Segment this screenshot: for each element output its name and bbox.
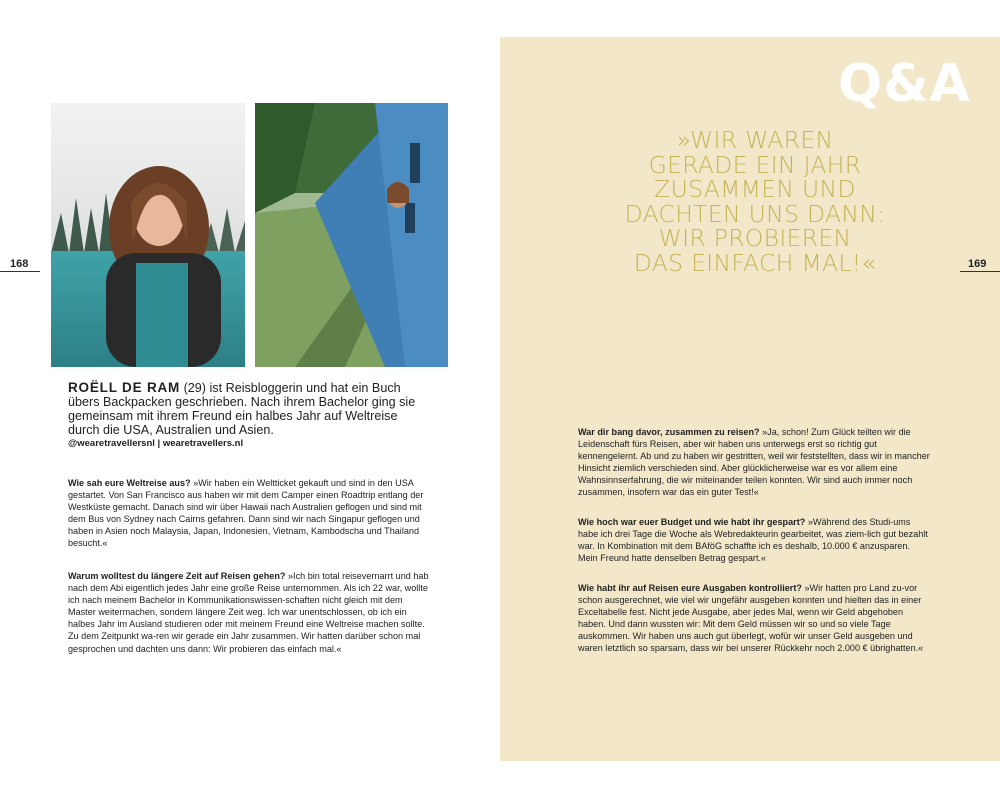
- social-handles: @wearetravellersnl | wearetravellers.nl: [68, 438, 244, 449]
- quote-line: DAS EINFACH MAL!«: [633, 248, 877, 277]
- train-photo: [255, 103, 448, 367]
- pull-quote: [590, 128, 920, 275]
- qa-answer: »Wir hatten pro Land zu-vor schon ausgerechnet, wie viel wir ungefähr ausgeben konnten und hielten das in einer Exceltabelle fest. Nicht jede Ausgabe, aber jedes Mal, wenn wir Geld abgehoben haben. Und dann wussten wir: Mit dem Geld müssen wir so und so viele Tage auskommen. Wir haben uns auch gut überlegt, wofür wir unser Geld ausgeben und waren letztlich so sparsam, dass wir bei unserer Rückkehr noch 2.000 € übrighatten.«: [578, 583, 924, 654]
- qa-paragraph: [578, 426, 930, 499]
- qa-paragraph: [578, 582, 930, 655]
- qa-question: War dir bang davor, zusammen zu reisen?: [578, 427, 760, 437]
- qa-question: Wie sah eure Weltreise aus?: [68, 478, 191, 488]
- author-name: ROËLL DE RAM: [68, 380, 181, 395]
- qa-answer: »Ja, schon! Zum Glück teilten wir die Leidenschaft fürs Reisen, aber wir haben uns unterwegs erst so richtig gut kennengelernt. Ab und zu haben wir gestritten, weil wir feststellten, dass wir in mancher Hinsicht ziemlich verschieden sind. Aber glücklicherweise war es vor allem eine Wahnsinnserfahrung, die wir miteinander teilen konnten. Wir sind auch immer noch zusammen, insofern war das ein guter Test!«: [578, 427, 930, 498]
- portrait-photo: [51, 103, 245, 367]
- qa-question: Wie hoch war euer Budget und wie habt ihr gespart?: [578, 517, 806, 527]
- page-number-right: 169: [968, 258, 987, 270]
- qa-answer: »Während des Studi-ums habe ich drei Tage die Woche als Webredakteurin gearbeitet, was ziem-lich gut bezahlt war. In Kombination mit dem BAföG schaffte ich es deshalb, 10.000 € anzusparen. Mein Freund hatte denselben Betrag gespart.«: [578, 517, 928, 564]
- page-number-rule-left: [0, 271, 40, 272]
- section-label: Q&A: [838, 54, 971, 114]
- quote-line: DACHTEN UNS DANN:: [624, 199, 886, 228]
- qa-answer: »Ich bin total reisevernarrt und hab nach dem Abi eigentlich jedes Jahr eine große Reise unternommen. Als ich 22 war, wollte ich nach meinem Bachelor in Kommunikationswissen-schaften nicht gleich mit dem Master weitermachen, sondern längere Zeit weg. Ich war unentschlossen, ob ich ein halbes Jahr im Ausland studieren oder mit meinem Freund eine Weltreise machen sollte. Zu dem Zeitpunkt wa-ren wir gerade ein Jahr zusammen. Wir hatten darüber schon mal gesprochen und dachten uns dann: Wir probieren das einfach mal.«: [68, 571, 429, 654]
- page-number-left: 168: [10, 258, 29, 270]
- author-bio: [68, 381, 428, 437]
- qa-question: Warum wolltest du längere Zeit auf Reisen gehen?: [68, 571, 286, 581]
- qa-paragraph: [68, 570, 430, 655]
- qa-paragraph: [68, 477, 430, 550]
- qa-answer: »Wir haben ein Weltticket gekauft und sind in den USA gestartet. Von San Francisco aus haben wir mit dem Camper einen Roadtrip entlang der Westküste gemacht. Danach sind wir über Hawaii nach Australien geflogen und sind mit dem Bus von Sydney nach Cairns gefahren. Dann sind wir nach Singapur geflogen und haben in Asien noch Malaysia, Japan, Indonesien, Vietnam, Kambodscha und Thailand besucht.«: [68, 478, 424, 549]
- page-number-rule-right: [960, 271, 1000, 272]
- quote-line: »WIR WAREN: [676, 126, 834, 154]
- quote-line: WIR PROBIEREN: [658, 224, 852, 252]
- author-bio-text: (29) ist Reisbloggerin und hat ein Buch übers Backpacken geschrieben. Nach ihrem Bachelor ging sie gemeinsam mit ihrem Freund ein halbes Jahr auf Weltreise durch die USA, Australien und Asien.: [68, 381, 416, 437]
- qa-question: Wie habt ihr auf Reisen eure Ausgaben kontrolliert?: [578, 583, 802, 593]
- quote-line: ZUSAMMEN UND: [654, 175, 856, 203]
- quote-line: GERADE EIN JAHR: [648, 150, 862, 179]
- qa-paragraph: [578, 516, 930, 564]
